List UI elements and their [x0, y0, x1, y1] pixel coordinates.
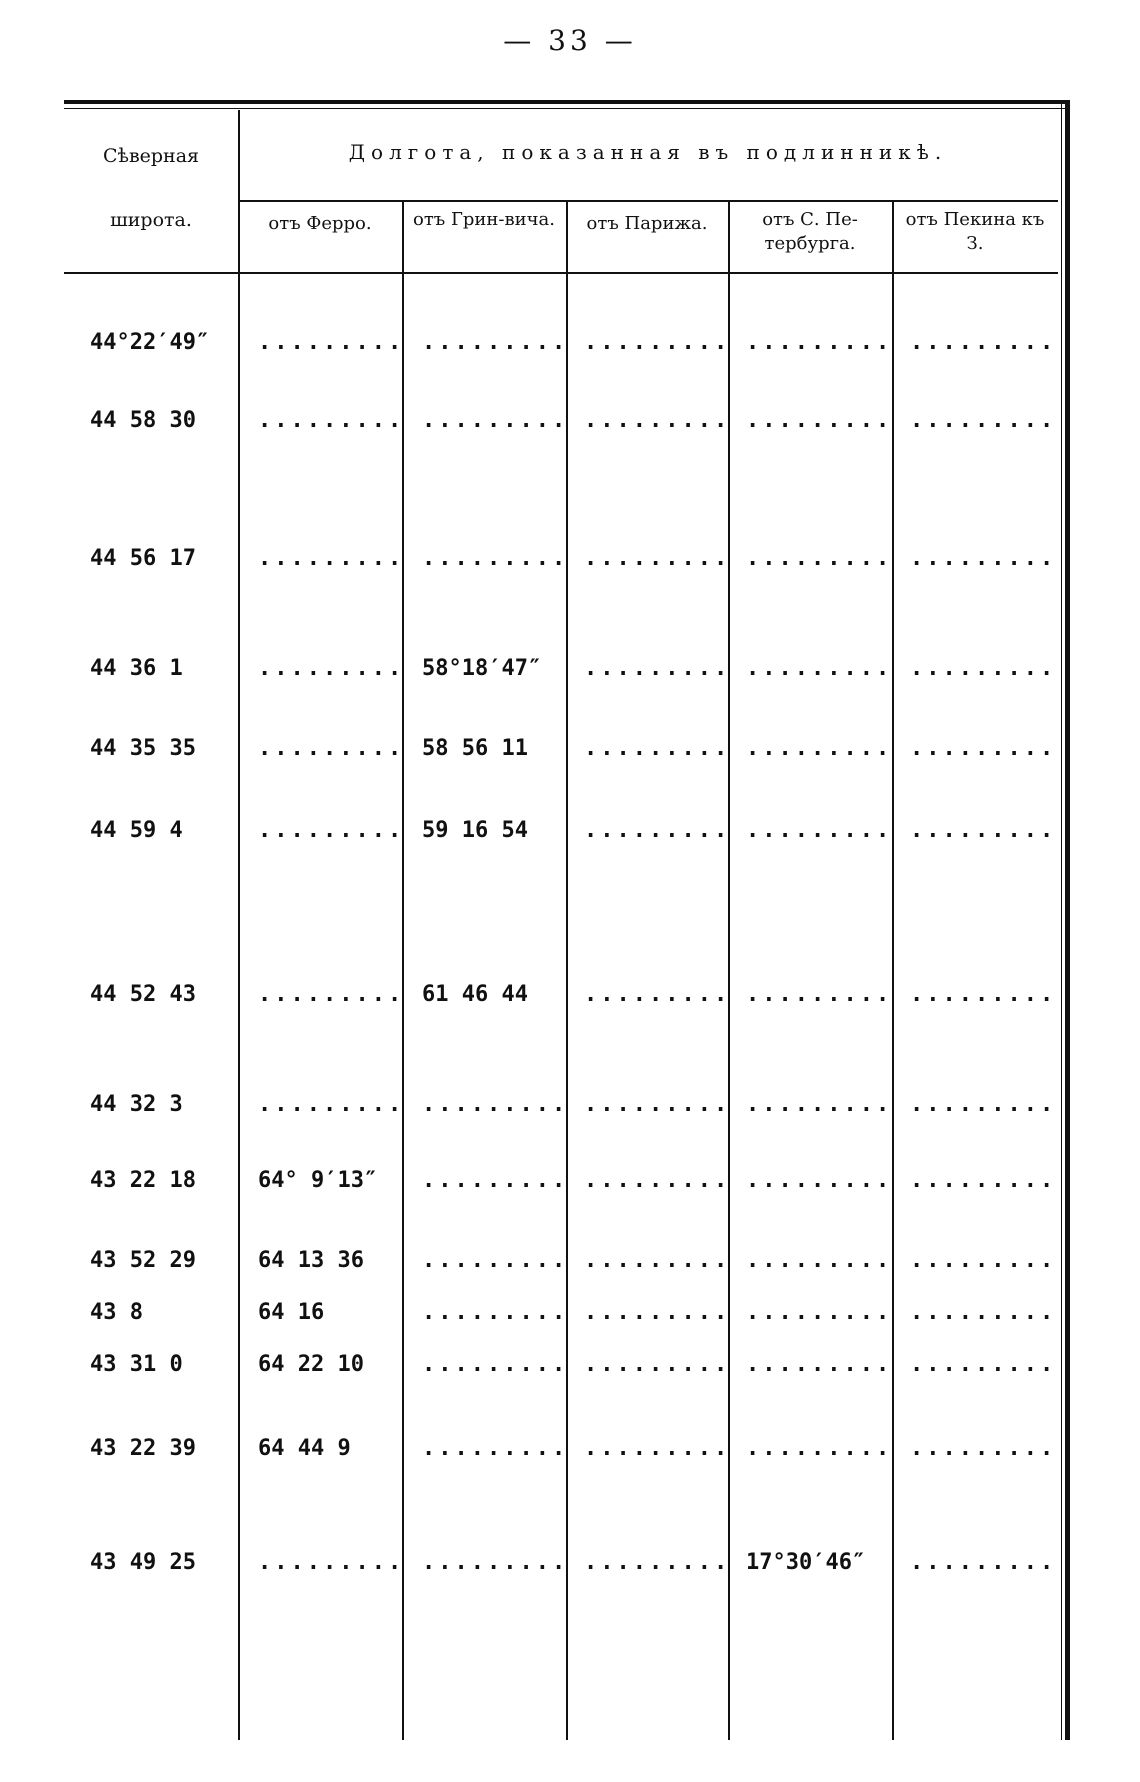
longitude-cell-greenwich: .........: [422, 1352, 569, 1377]
column-header-paris: отъ Парижа.: [586, 213, 708, 234]
latitude-cell: 43 8: [90, 1300, 143, 1325]
table-row: [64, 328, 1064, 358]
column-header-greenwich: отъ Грин-вича.: [413, 209, 555, 230]
longitude-cell-paris: .........: [584, 546, 731, 571]
latitude-cell: 44 52 43: [90, 982, 196, 1007]
table-right-rule: [1065, 100, 1070, 1740]
table-top-rule: [64, 100, 1070, 104]
longitude-cell-petersburg: .........: [746, 546, 893, 571]
longitude-cell-paris: .........: [584, 1550, 731, 1575]
longitude-cell-ferro: .........: [258, 982, 405, 1007]
longitude-cell-peking: .........: [910, 1300, 1057, 1325]
longitude-cell-greenwich: .........: [422, 408, 569, 433]
longitude-cell-greenwich: .........: [422, 1092, 569, 1117]
longitude-cell-greenwich: .........: [422, 546, 569, 571]
longitude-cell-ferro: 64 22 10: [258, 1352, 364, 1377]
table-row: [64, 544, 1064, 574]
longitude-cell-greenwich: .........: [422, 1300, 569, 1325]
longitude-cell-peking: .........: [910, 1248, 1057, 1273]
longitude-cell-peking: .........: [910, 1550, 1057, 1575]
longitude-cell-petersburg: .........: [746, 330, 893, 355]
table-row: [64, 1350, 1064, 1380]
longitude-header: Долгота, показанная въ подлинникѣ.: [348, 140, 948, 164]
column-header-peking: отъ Пекина къ З.: [905, 209, 1045, 254]
longitude-cell-paris: .........: [584, 1092, 731, 1117]
longitude-cell-paris: .........: [584, 982, 731, 1007]
header-bottom-rule: [64, 272, 1058, 274]
latitude-header-line2: широта.: [110, 209, 192, 231]
longitude-cell-petersburg: .........: [746, 1436, 893, 1461]
longitude-cell-paris: .........: [584, 1352, 731, 1377]
table-top-rule-thin: [64, 108, 1070, 109]
longitude-cell-peking: .........: [910, 656, 1057, 681]
longitude-cell-ferro: .........: [258, 1550, 405, 1575]
longitude-cell-greenwich: .........: [422, 1550, 569, 1575]
longitude-cell-paris: .........: [584, 818, 731, 843]
longitude-cell-peking: .........: [910, 1352, 1057, 1377]
table-row: [64, 980, 1064, 1010]
longitude-cell-peking: .........: [910, 818, 1057, 843]
latitude-cell: 44 56 17: [90, 546, 196, 571]
longitude-cell-ferro: .........: [258, 330, 405, 355]
longitude-cell-petersburg: .........: [746, 818, 893, 843]
table-row: [64, 406, 1064, 436]
longitude-cell-petersburg: .........: [746, 982, 893, 1007]
coordinates-table: [64, 100, 1070, 1740]
longitude-cell-paris: .........: [584, 1168, 731, 1193]
page-number: — 33 —: [503, 24, 637, 57]
table-row: [64, 734, 1064, 764]
longitude-cell-peking: .........: [910, 330, 1057, 355]
longitude-cell-peking: .........: [910, 1436, 1057, 1461]
column-header-ferro: отъ Ферро.: [268, 213, 372, 234]
longitude-cell-petersburg: .........: [746, 1248, 893, 1273]
latitude-cell: 43 31 0: [90, 1352, 183, 1377]
longitude-cell-peking: .........: [910, 408, 1057, 433]
longitude-cell-ferro: .........: [258, 656, 405, 681]
table-row: [64, 1298, 1064, 1328]
table-row: [64, 1246, 1064, 1276]
longitude-cell-paris: .........: [584, 736, 731, 761]
longitude-cell-greenwich: .........: [422, 1168, 569, 1193]
longitude-cell-ferro: .........: [258, 736, 405, 761]
longitude-cell-petersburg: .........: [746, 1168, 893, 1193]
latitude-cell: 44°22′49″: [90, 330, 210, 355]
longitude-cell-petersburg: .........: [746, 1092, 893, 1117]
longitude-cell-greenwich: 58°18′47″: [422, 656, 542, 681]
longitude-cell-peking: .........: [910, 982, 1057, 1007]
latitude-cell: 43 22 18: [90, 1168, 196, 1193]
longitude-cell-petersburg: .........: [746, 408, 893, 433]
longitude-cell-paris: .........: [584, 1300, 731, 1325]
longitude-cell-petersburg: .........: [746, 736, 893, 761]
longitude-cell-paris: .........: [584, 408, 731, 433]
longitude-cell-ferro: 64 13 36: [258, 1248, 364, 1273]
table-row: [64, 1548, 1064, 1578]
longitude-cell-ferro: .........: [258, 546, 405, 571]
table-row: [64, 654, 1064, 684]
longitude-cell-ferro: .........: [258, 408, 405, 433]
table-row: [64, 816, 1064, 846]
longitude-cell-greenwich: 58 56 11: [422, 736, 528, 761]
latitude-cell: 44 59 4: [90, 818, 183, 843]
latitude-cell: 44 58 30: [90, 408, 196, 433]
longitude-cell-paris: .........: [584, 330, 731, 355]
latitude-cell: 43 52 29: [90, 1248, 196, 1273]
longitude-cell-peking: .........: [910, 546, 1057, 571]
longitude-cell-ferro: 64 44 9: [258, 1436, 351, 1461]
column-header-petersburg: отъ С. Пе-тербурга.: [762, 209, 858, 254]
table-row: [64, 1434, 1064, 1464]
longitude-cell-petersburg: 17°30′46″: [746, 1550, 866, 1575]
latitude-cell: 44 32 3: [90, 1092, 183, 1117]
longitude-cell-greenwich: 61 46 44: [422, 982, 528, 1007]
longitude-cell-petersburg: .........: [746, 1352, 893, 1377]
longitude-cell-greenwich: .........: [422, 1248, 569, 1273]
longitude-cell-ferro: 64 16: [258, 1300, 325, 1325]
latitude-cell: 44 35 35: [90, 736, 196, 761]
longitude-cell-peking: .........: [910, 736, 1057, 761]
longitude-cell-ferro: .........: [258, 818, 405, 843]
longitude-cell-greenwich: .........: [422, 1436, 569, 1461]
latitude-cell: 43 49 25: [90, 1550, 196, 1575]
longitude-cell-greenwich: 59 16 54: [422, 818, 528, 843]
longitude-cell-petersburg: .........: [746, 1300, 893, 1325]
longitude-cell-peking: .........: [910, 1092, 1057, 1117]
longitude-cell-petersburg: .........: [746, 656, 893, 681]
latitude-header: Сѣверная: [102, 145, 200, 167]
longitude-cell-peking: .........: [910, 1168, 1057, 1193]
longitude-cell-paris: .........: [584, 656, 731, 681]
longitude-cell-paris: .........: [584, 1248, 731, 1273]
longitude-cell-ferro: 64° 9′13″: [258, 1168, 378, 1193]
longitude-cell-paris: .........: [584, 1436, 731, 1461]
latitude-cell: 43 22 39: [90, 1436, 196, 1461]
table-row: [64, 1166, 1064, 1196]
table-row: [64, 1090, 1064, 1120]
longitude-cell-greenwich: .........: [422, 330, 569, 355]
latitude-cell: 44 36 1: [90, 656, 183, 681]
longitude-cell-ferro: .........: [258, 1092, 405, 1117]
